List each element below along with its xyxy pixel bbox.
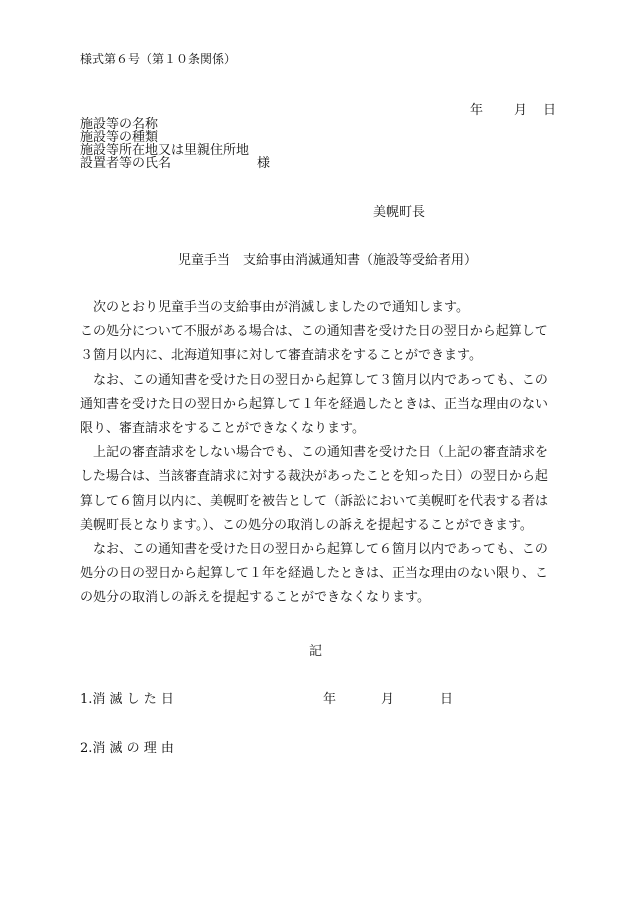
form-number: 様式第６号（第１０条関係） (80, 52, 237, 66)
extinction-day: 日 (440, 692, 454, 707)
body-paragraph-2: この処分について不服がある場合は、この通知書を受けた日の翌日から起算して３箇月以内に、北海道知事に対して審査請求をすることができます。 (80, 324, 548, 364)
body-paragraph-3: なお、この通知書を受けた日の翌日から起算して３箇月以内であっても、この通知書を受けた日の翌日から起算して１年を経過したときは、正当な理由のない限り、審査請求をすることができなくなります。 (80, 372, 549, 437)
notice-body (80, 296, 552, 611)
issuer: 美幌町長 (373, 205, 426, 220)
record-item-extinction-reason (80, 737, 174, 756)
record-heading: 記 (309, 644, 323, 659)
extinction-reason-label: 2.消 滅 の 理 由 (80, 741, 174, 756)
extinction-month: 月 (381, 692, 395, 707)
addressee-block (80, 118, 270, 170)
date-year: 年 (470, 103, 484, 118)
extinction-date-label: 1.消 滅 し た 日 (80, 692, 174, 707)
honorific: 様 (257, 156, 271, 171)
body-paragraph-4: 上記の審査請求をしない場合でも、この通知書を受けた日（上記の審査請求をした場合は、当該審査請求に対する裁決があったことを知った日）の翌日から起算して６箇月以内に、美幌町を被告として（訴訟において美幌町を代表する者は美幌町長となります。）、この処分の取消しの訴えを提起することができます。 (80, 445, 549, 533)
body-paragraph-5: なお、この通知書を受けた日の翌日から起算して６箇月以内であっても、この処分の日の翌日から起算して１年を経過したときは、正当な理由のない限り、この処分の取消しの訴えを提起することができなくなります。 (80, 542, 549, 606)
extinction-date-field (323, 688, 453, 707)
date-day: 日 (543, 103, 557, 118)
extinction-year: 年 (323, 692, 337, 707)
issue-date (470, 99, 556, 118)
operator-name-label: 設置者等の氏名 (80, 156, 172, 171)
document-title: 児童手当 支給事由消滅通知書（施設等受給者用） (178, 253, 478, 268)
date-month: 月 (514, 103, 528, 118)
facility-address-label: 施設等所在地又は里親住所地 (80, 143, 250, 158)
facility-name-label: 施設等の名称 (80, 117, 159, 132)
body-paragraph-1: 次のとおり児童手当の支給事由が消滅しましたので通知します。 (93, 300, 469, 315)
facility-type-label: 施設等の種類 (80, 130, 159, 145)
record-item-extinction-date (80, 688, 454, 707)
operator-row (80, 157, 270, 170)
